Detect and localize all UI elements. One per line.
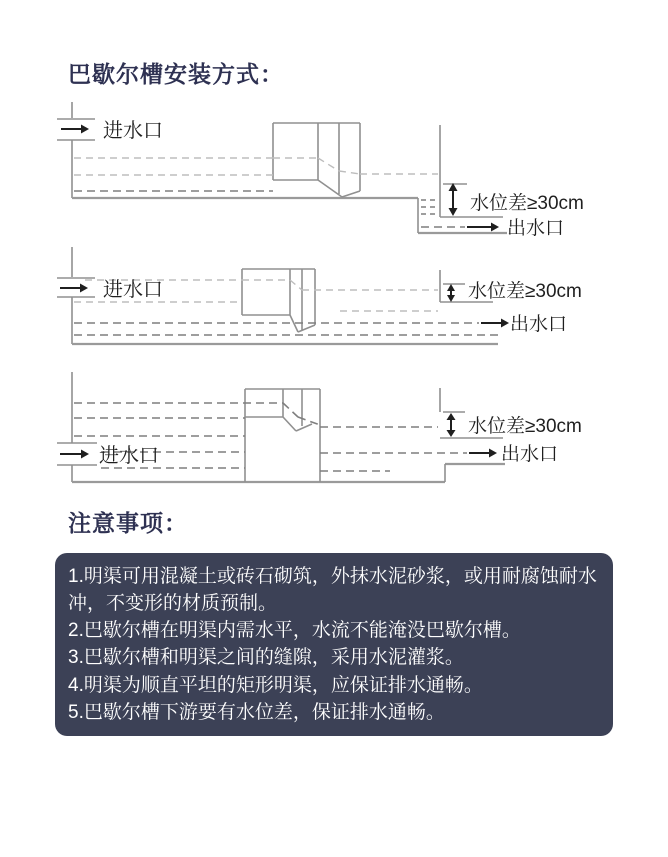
outlet-label: 出水口 <box>510 314 568 335</box>
note-item-4: 4.明渠为顺直平坦的矩形明渠，应保证排水通畅。 <box>68 674 483 696</box>
note-item-1: 1.明渠可用混凝土或砖石砌筑，外抹水泥砂浆，或用耐腐蚀耐水冲，不变形的材质预制。 <box>68 566 597 615</box>
inlet-label: 进水口 <box>99 445 159 467</box>
note-item-2: 2.巴歇尔槽在明渠内需水平，水流不能淹没巴歇尔槽。 <box>68 620 521 642</box>
outlet-label: 出水口 <box>501 444 559 465</box>
installation-diagram-2 <box>55 247 668 362</box>
installation-diagram-1 <box>55 100 668 245</box>
page-title: 巴歇尔槽安装方式： <box>68 61 284 87</box>
parshall-flume-structure <box>273 123 360 197</box>
level-diff-label: 水位差≥30cm <box>468 281 582 302</box>
inlet-arrow-icon <box>60 450 89 459</box>
outlet-label: 出水口 <box>507 218 565 239</box>
level-diff-arrow-icon <box>447 413 456 437</box>
outlet-arrow-icon <box>467 223 499 232</box>
note-item-5: 5.巴歇尔槽下游要有水位差，保证排水通畅。 <box>68 701 445 723</box>
notes-heading: 注意事项： <box>68 510 188 536</box>
level-diff-arrow-icon <box>447 284 455 302</box>
water-level-dashed-lines <box>74 158 465 227</box>
parshall-flume-structure <box>242 269 315 332</box>
level-diff-label: 水位差≥30cm <box>470 193 584 214</box>
inlet-arrow-icon <box>61 125 89 134</box>
installation-diagram-3 <box>55 360 668 495</box>
outlet-arrow-icon <box>481 319 509 328</box>
inlet-arrow-icon <box>60 284 88 293</box>
inlet-label: 进水口 <box>103 279 163 301</box>
outlet-arrow-icon <box>469 449 497 458</box>
level-diff-arrow-icon <box>449 183 458 216</box>
inlet-label: 进水口 <box>103 120 163 142</box>
notes-box <box>55 553 613 736</box>
level-diff-label: 水位差≥30cm <box>468 416 582 437</box>
note-item-3: 3.巴歇尔槽和明渠之间的缝隙，采用水泥灌浆。 <box>68 647 464 669</box>
